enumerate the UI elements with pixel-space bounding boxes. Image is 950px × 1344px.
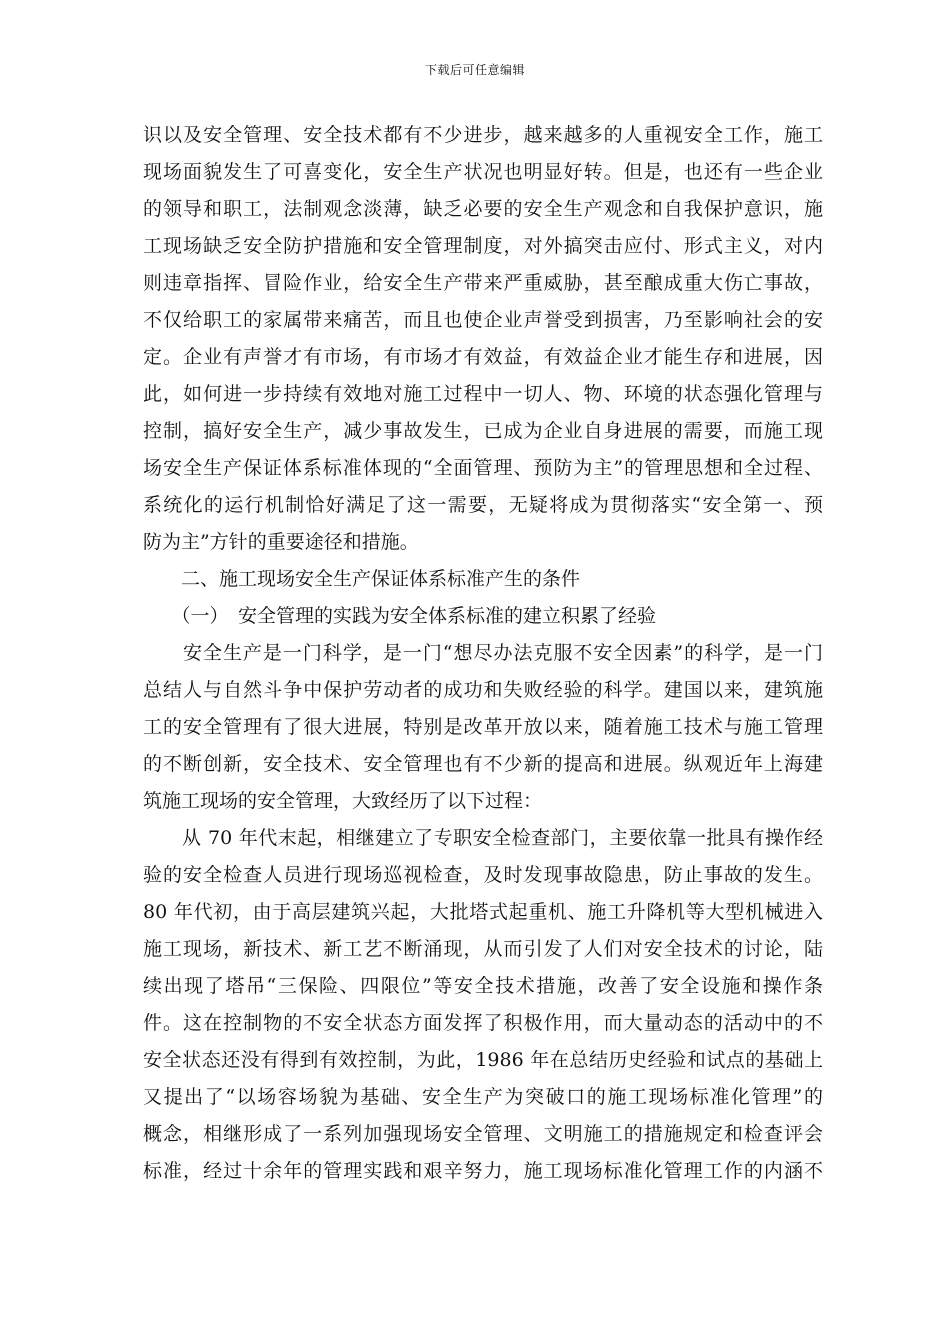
- page-header: 下载后可任意编辑: [424, 63, 525, 77]
- paragraph-line: 工现场缺乏安全防护措施和安全管理制度，对外搞突击应付、形式主义，对内: [143, 235, 823, 257]
- paragraph-line: 安全状态还没有得到有效控制，为此，1986 年在总结历史经验和试点的基础上: [143, 1049, 823, 1071]
- paragraph-line: 此，如何进一步持续有效地对施工过程中一切人、物、环境的状态强化管理与: [143, 383, 823, 405]
- paragraph-line: 筑施工现场的安全管理，大致经历了以下过程：: [143, 790, 543, 812]
- paragraph-line: 场安全生产保证体系标准体现的“全面管理、预防为主”的管理思想和全过程、: [143, 457, 823, 479]
- paragraph-line: 从 70 年代末起，相继建立了专职安全检查部门，主要依靠一批具有操作经: [143, 827, 823, 849]
- paragraph-line: （一） 安全管理的实践为安全体系标准的建立积累了经验: [143, 605, 657, 627]
- paragraph-line: 续出现了塔吊“三保险、四限位”等安全技术措施，改善了安全设施和操作条: [143, 975, 823, 997]
- paragraph-line: 工的安全管理有了很大进展，特别是改革开放以来，随着施工技术与施工管理: [143, 716, 823, 738]
- paragraph-line: 又提出了“以场容场貌为基础、安全生产为突破口的施工现场标准化管理”的: [143, 1086, 823, 1108]
- paragraph-line: 二、施工现场安全生产保证体系标准产生的条件: [143, 568, 581, 590]
- paragraph-line: 控制，搞好安全生产，减少事故发生，已成为企业自身进展的需要，而施工现: [143, 420, 823, 442]
- paragraph-line: 防为主”方针的重要途径和措施。: [143, 531, 419, 553]
- paragraph-line: 施工现场，新技术、新工艺不断涌现，从而引发了人们对安全技术的讨论，陆: [143, 938, 823, 960]
- paragraph-line: 的领导和职工，法制观念淡薄，缺乏必要的安全生产观念和自我保护意识，施: [143, 198, 823, 220]
- paragraph-line: 总结人与自然斗争中保护劳动者的成功和失败经验的科学。建国以来，建筑施: [143, 679, 823, 701]
- paragraph-line: 则违章指挥、冒险作业，给安全生产带来严重威胁，甚至酿成重大伤亡事故，: [143, 272, 823, 294]
- paragraph-line: 验的安全检查人员进行现场巡视检查，及时发现事故隐患，防止事故的发生。: [143, 864, 823, 886]
- paragraph-line: 安全生产是一门科学，是一门“想尽办法克服不安全因素”的科学，是一门: [143, 642, 823, 664]
- paragraph-line: 现场面貌发生了可喜变化，安全生产状况也明显好转。但是，也还有一些企业: [143, 161, 823, 183]
- paragraph-line: 定。企业有声誉才有市场，有市场才有效益，有效益企业才能生存和进展，因: [143, 346, 823, 368]
- paragraph-line: 系统化的运行机制恰好满足了这一需要，无疑将成为贯彻落实“安全第一、预: [143, 494, 823, 516]
- paragraph-line: 不仅给职工的家属带来痛苦，而且也使企业声誉受到损害，乃至影响社会的安: [143, 309, 823, 331]
- paragraph-line: 标准，经过十余年的管理实践和艰辛努力，施工现场标准化管理工作的内涵不: [143, 1160, 823, 1182]
- paragraph-line: 识以及安全管理、安全技术都有不少进步，越来越多的人重视安全工作，施工: [143, 124, 823, 146]
- paragraph-line: 件。这在控制物的不安全状态方面发挥了积极作用，而大量动态的活动中的不: [143, 1012, 823, 1034]
- paragraph-line: 概念，相继形成了一系列加强现场安全管理、文明施工的措施规定和检查评会: [143, 1123, 823, 1145]
- paragraph-line: 80 年代初，由于高层建筑兴起，大批塔式起重机、施工升降机等大型机械进入: [143, 901, 823, 923]
- paragraph-line: 的不断创新，安全技术、安全管理也有不少新的提高和进展。纵观近年上海建: [143, 753, 823, 775]
- document-body: [143, 117, 823, 1190]
